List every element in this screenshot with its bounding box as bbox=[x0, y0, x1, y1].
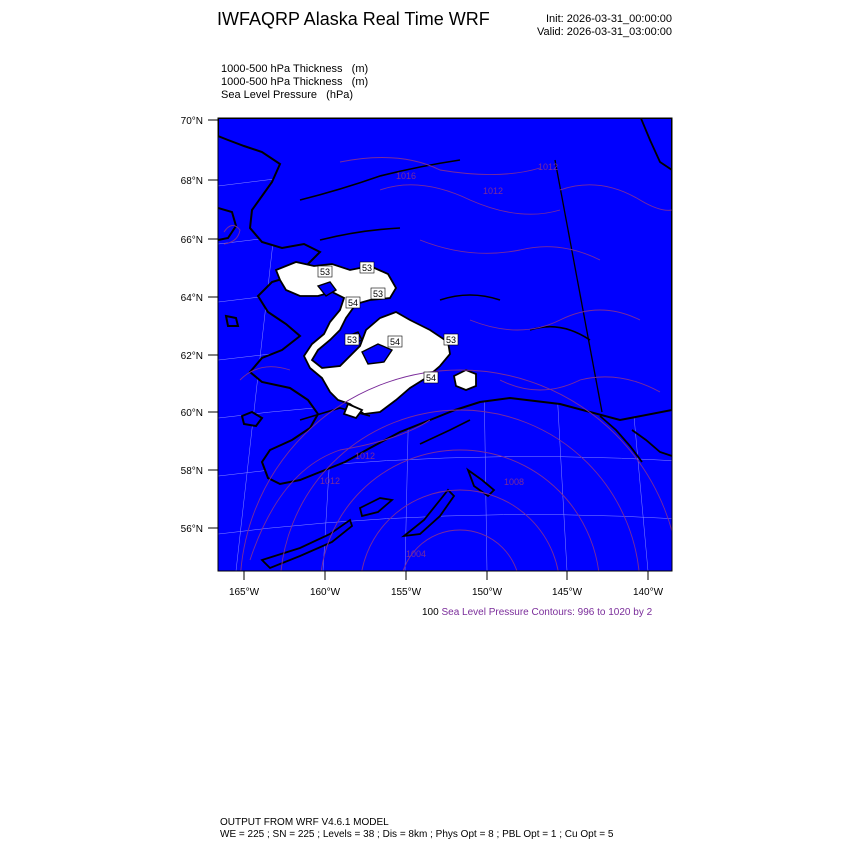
valid-time: Valid: 2026-03-31_03:00:00 bbox=[537, 26, 672, 38]
lon-tick-label: 145°W bbox=[551, 587, 583, 598]
lat-tick-label: 70°N bbox=[180, 116, 203, 127]
lat-tick-label: 64°N bbox=[180, 293, 203, 304]
lon-tick-label: 160°W bbox=[309, 587, 341, 598]
slp-label: 1012 bbox=[320, 476, 341, 486]
field-label-3: Sea Level Pressure (hPa) bbox=[221, 89, 354, 101]
slp-label: 1016 bbox=[396, 171, 417, 181]
slp-label: 1004 bbox=[406, 549, 427, 559]
thickness-label bbox=[444, 334, 458, 345]
lat-labels bbox=[181, 116, 203, 535]
thickness-label bbox=[388, 336, 402, 347]
model-footer bbox=[220, 817, 613, 841]
lat-tick-label: 68°N bbox=[180, 176, 203, 187]
thickness-label-text: 53 bbox=[347, 335, 358, 345]
thickness-label bbox=[371, 288, 385, 299]
legend-number: 100 bbox=[422, 607, 439, 618]
thickness-label-text: 53 bbox=[362, 263, 373, 273]
lon-labels bbox=[229, 587, 664, 598]
slp-label: 1012 bbox=[355, 451, 376, 461]
thickness-label-text: 54 bbox=[348, 298, 359, 308]
thickness-label bbox=[346, 297, 360, 308]
thickness-label-text: 53 bbox=[373, 289, 384, 299]
thickness-label-text: 53 bbox=[446, 335, 457, 345]
lon-tick-label: 150°W bbox=[471, 587, 503, 598]
field-label-1: 1000-500 hPa Thickness (m) bbox=[221, 63, 369, 75]
footer-line-2: WE = 225 ; SN = 225 ; Levels = 38 ; Dis = 8km ; Phys Opt = 8 ; PBL Opt = 1 ; Cu Opt = 5 bbox=[220, 829, 614, 840]
thickness-label-text: 53 bbox=[320, 267, 331, 277]
lon-tick-label: 165°W bbox=[228, 587, 260, 598]
lon-tick-label: 140°W bbox=[632, 587, 664, 598]
thickness-label-text: 54 bbox=[390, 337, 401, 347]
lon-axis bbox=[244, 571, 648, 580]
thickness-label bbox=[424, 372, 438, 383]
chart-title: IWFAQRP Alaska Real Time WRF bbox=[217, 9, 490, 29]
thickness-label-text: 54 bbox=[426, 373, 437, 383]
lat-tick-label: 66°N bbox=[180, 235, 203, 246]
lat-tick-label: 62°N bbox=[180, 351, 203, 362]
slp-label: 1012 bbox=[538, 162, 559, 172]
thickness-label bbox=[318, 266, 332, 277]
slp-label: 1012 bbox=[483, 186, 504, 196]
slp-label: 1008 bbox=[504, 477, 525, 487]
footer-line-1: OUTPUT FROM WRF V4.6.1 MODEL bbox=[220, 817, 389, 828]
lat-tick-label: 58°N bbox=[180, 466, 203, 477]
field-label-2: 1000-500 hPa Thickness (m) bbox=[221, 76, 369, 88]
legend-text: Sea Level Pressure Contours: 996 to 1020 by 2 bbox=[441, 607, 653, 618]
lat-axis bbox=[208, 120, 218, 528]
thickness-label bbox=[360, 262, 374, 273]
lat-tick-label: 60°N bbox=[180, 408, 203, 419]
init-time: Init: 2026-03-31_00:00:00 bbox=[546, 13, 672, 25]
lon-tick-label: 155°W bbox=[390, 587, 422, 598]
lat-tick-label: 56°N bbox=[180, 524, 203, 535]
thickness-label bbox=[345, 334, 359, 345]
contour-legend bbox=[422, 607, 652, 618]
